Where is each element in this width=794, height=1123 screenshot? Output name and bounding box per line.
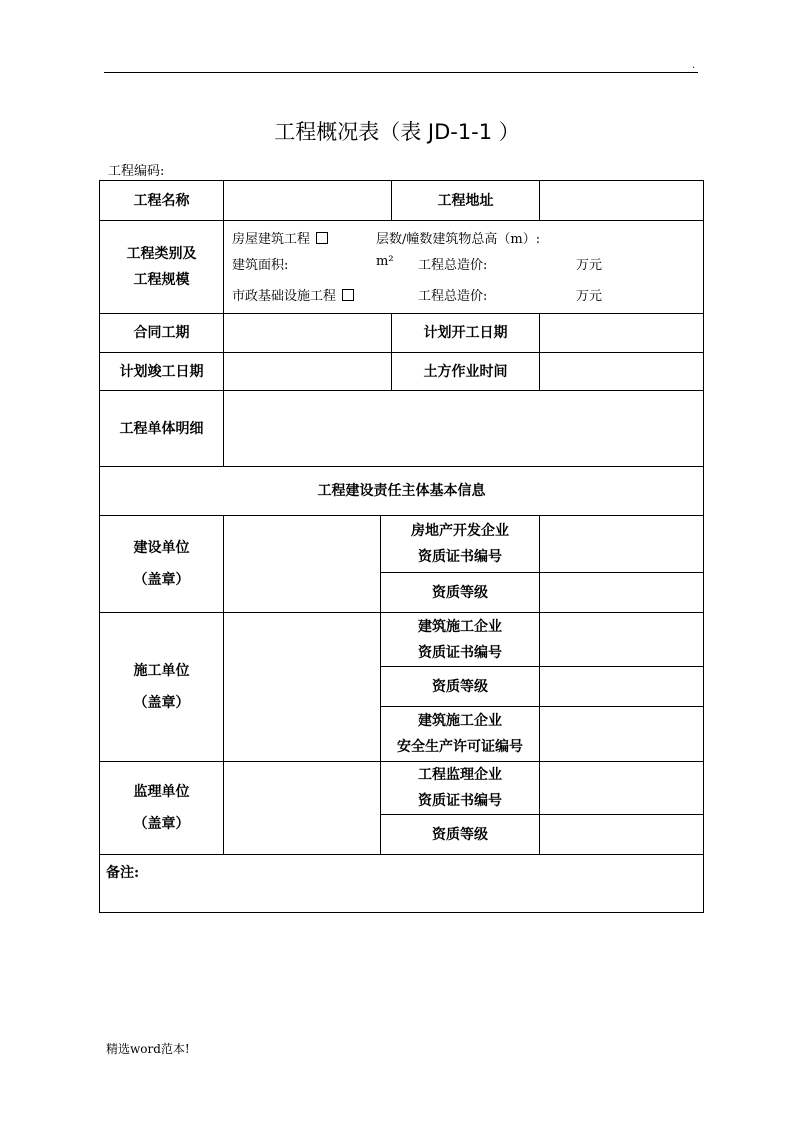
builder-grade-label: 资质等级 (432, 584, 488, 601)
remarks-value[interactable] (160, 856, 700, 910)
project-code-label: 工程编码: (108, 164, 165, 179)
footer-text: 精选word范本! (106, 1042, 190, 1056)
contractor-cert-label: 建筑施工企业 资质证书编号 (418, 618, 502, 661)
contractor-cert-value[interactable] (540, 613, 703, 666)
contract-period-label: 合同工期 (133, 325, 190, 341)
category-municipal-line (232, 285, 354, 304)
total-cost-label-municipal: 工程总造价: (418, 289, 488, 304)
builder-value[interactable] (224, 516, 380, 612)
project-category-label: 工程类别及 工程规模 (126, 246, 197, 288)
project-address-value[interactable] (540, 181, 703, 220)
section-header: 工程建设责任主体基本信息 (317, 483, 486, 499)
supervisor-cert-label: 工程监理企业 资质证书编号 (418, 767, 502, 809)
plan-start-label: 计划开工日期 (423, 325, 508, 341)
supervisor-grade-label: 资质等级 (432, 826, 488, 843)
earthwork-label: 土方作业时间 (423, 363, 508, 380)
supervisor-grade-value[interactable] (540, 815, 703, 854)
supervisor-cert-value[interactable] (540, 762, 703, 814)
category-housing-line (232, 228, 328, 247)
cost-unit: 万元 (576, 258, 603, 273)
project-address-label: 工程地址 (437, 192, 494, 209)
municipal-label: 市政基础设施工程 (232, 289, 337, 304)
builder-cert-label: 房地产开发企业 资质证书编号 (411, 523, 509, 565)
housing-label: 房屋建筑工程 (232, 232, 311, 247)
units-detail-value[interactable] (224, 391, 703, 466)
cost-unit-municipal: 万元 (576, 289, 603, 304)
builder-cert-value[interactable] (540, 516, 703, 572)
project-name-value[interactable] (224, 181, 391, 220)
builder-label: 建设单位 （盖章） (133, 540, 190, 588)
area-unit: m² (376, 254, 394, 269)
housing-checkbox[interactable] (316, 232, 328, 244)
contractor-safety-value[interactable] (540, 707, 703, 761)
header-rule (104, 72, 698, 73)
contractor-grade-label: 资质等级 (432, 678, 488, 695)
contractor-value[interactable] (224, 613, 380, 761)
project-name-label: 工程名称 (133, 192, 190, 209)
plan-start-value[interactable] (540, 314, 703, 352)
plan-finish-label: 计划竣工日期 (119, 363, 204, 380)
supervisor-value[interactable] (224, 762, 380, 854)
contractor-grade-value[interactable] (540, 667, 703, 706)
earthwork-value[interactable] (540, 353, 703, 390)
builder-grade-value[interactable] (540, 573, 703, 612)
header-dot: . (692, 60, 696, 71)
contract-period-value[interactable] (224, 314, 391, 352)
contractor-label: 施工单位 （盖章） (133, 663, 190, 711)
area-label: 建筑面积: (232, 258, 289, 273)
remarks-label: 备注: (106, 865, 140, 881)
floors-label: 层数/幢数建筑物总高（m）: (376, 232, 541, 247)
units-detail-label: 工程单体明细 (119, 420, 204, 437)
total-cost-label: 工程总造价: (418, 258, 488, 273)
page-title: 工程概况表（表 JD-1-1 ） (274, 120, 520, 144)
contractor-safety-label: 建筑施工企业 安全生产许可证编号 (397, 713, 523, 755)
supervisor-label: 监理单位 （盖章） (133, 784, 190, 832)
plan-finish-value[interactable] (224, 353, 391, 390)
municipal-checkbox[interactable] (342, 289, 354, 301)
